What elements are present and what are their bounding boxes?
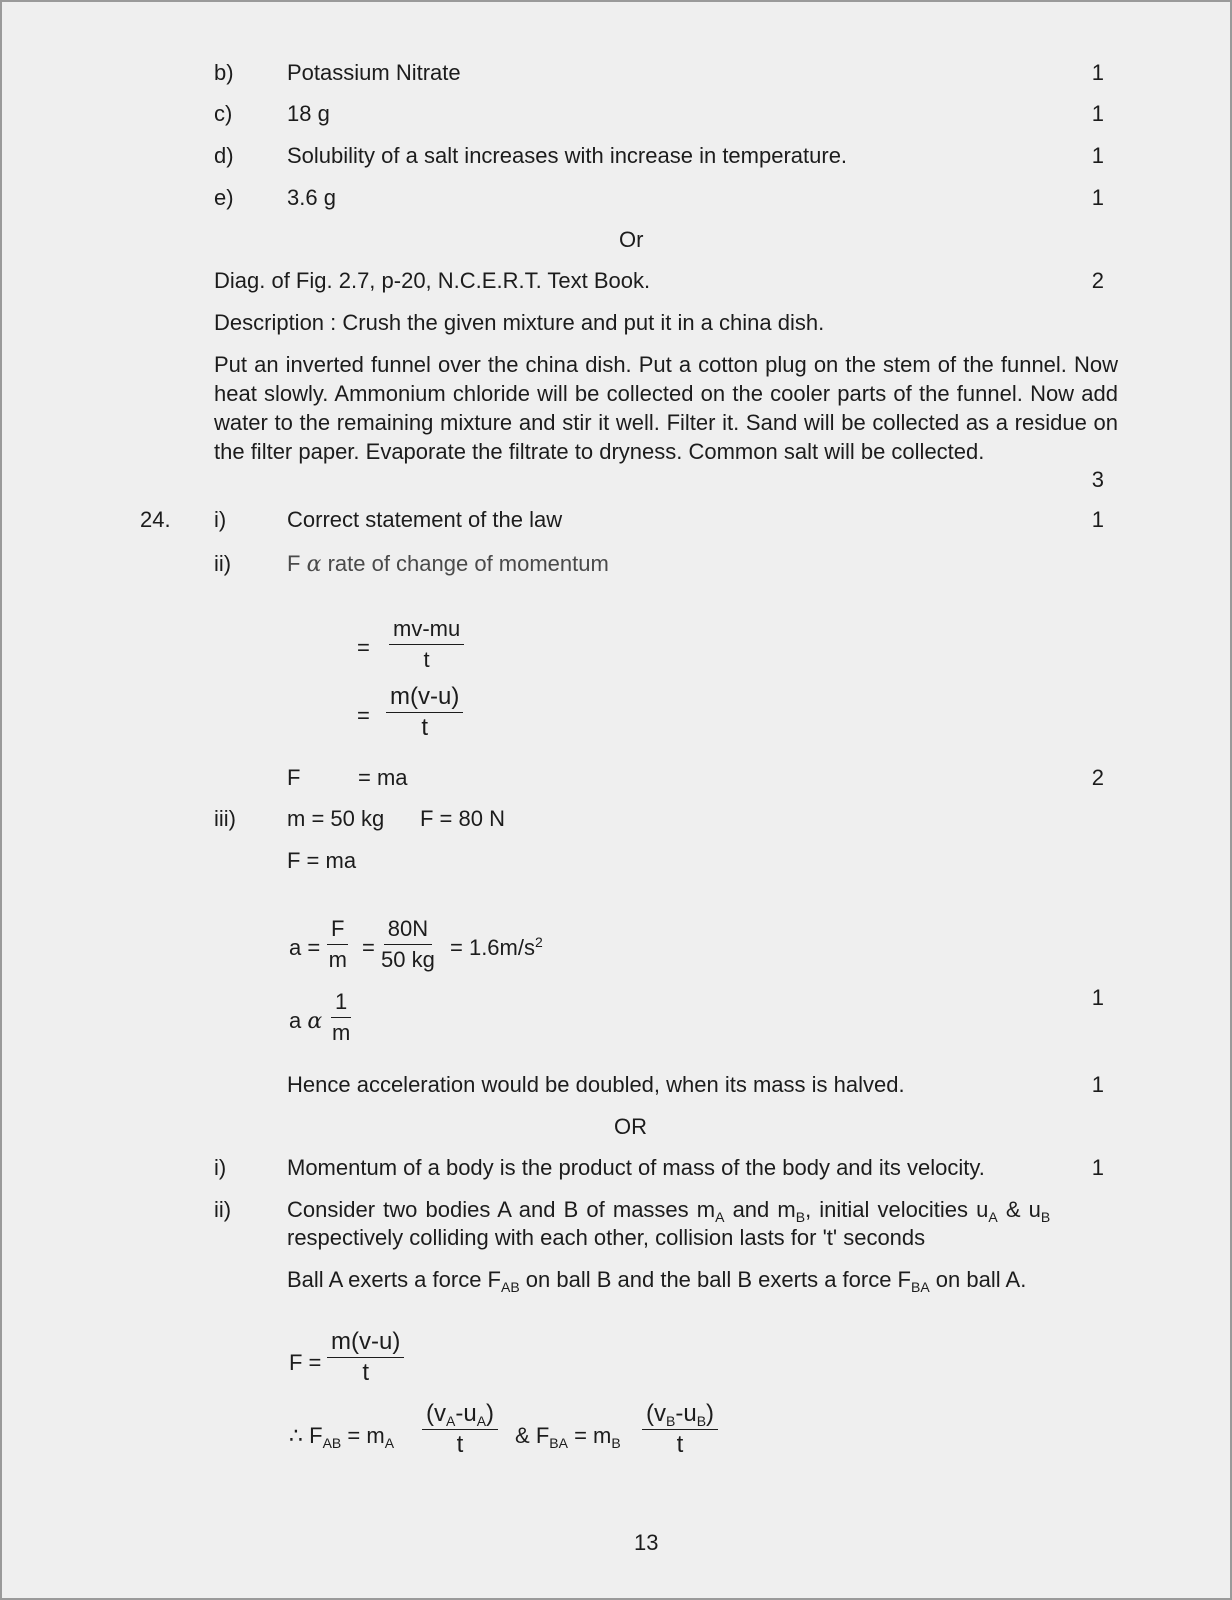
q24-ii-mark: 2 xyxy=(1091,765,1104,790)
fraction-denominator: t xyxy=(423,647,430,672)
text-segment: (v xyxy=(646,1400,666,1427)
subscript: BA xyxy=(911,1279,930,1295)
fraction-denominator: t xyxy=(676,1431,684,1458)
item-e-mark: 1 xyxy=(1091,185,1104,210)
text-segment: and m xyxy=(724,1197,796,1222)
subscript: B xyxy=(1040,1209,1051,1225)
text-segment: -u xyxy=(455,1400,477,1427)
fraction-numerator: m(v-u) xyxy=(386,682,463,713)
subscript: A xyxy=(384,1435,395,1451)
item-c-label: c) xyxy=(214,101,233,126)
fraction-numerator: mv-mu xyxy=(389,614,464,645)
item-e-text: 3.6 g xyxy=(287,185,336,210)
alt-ii-line-1 xyxy=(287,1196,1050,1223)
diagram-mark: 2 xyxy=(1091,268,1104,293)
description-line: Description : Crush the given mixture and put it in a china dish. xyxy=(214,310,825,335)
fraction-B xyxy=(642,1399,718,1460)
text-segment: -u xyxy=(675,1400,697,1427)
procedure-paragraph: Put an inverted funnel over the china dish. Put a cotton plug on the stem of the funnel. Now heat slowly. Ammonium chloride will be collected on the cooler parts of the funnel. Now add water to the remaining mixture and stir it well. Filter it. Sand will be collected as a residue on the filter paper. Evaporate the filtrate to dryness. Common salt will be collected. xyxy=(214,352,1118,464)
q24-ii-statement xyxy=(287,550,609,578)
subscript: B xyxy=(611,1435,621,1451)
acceleration-result xyxy=(450,934,543,961)
force-symbol: F xyxy=(535,1423,550,1448)
given-force: F = 80 N xyxy=(420,806,505,831)
q24-i-mark: 1 xyxy=(1091,507,1104,532)
acceleration-value: = 1.6m/s xyxy=(450,935,535,960)
text-segment: on ball A. xyxy=(929,1267,1027,1292)
equals-sign-1: = xyxy=(357,635,370,660)
fraction-denominator: t xyxy=(421,714,428,741)
text-segment: Ball A exerts a force F xyxy=(287,1267,501,1292)
item-d-mark: 1 xyxy=(1091,143,1104,168)
subscript: AB xyxy=(500,1279,520,1295)
subscript: B xyxy=(666,1413,676,1429)
alt-ii-line-2: respectively colliding with each other, collision lasts for 't' seconds xyxy=(287,1225,926,1250)
result-rhs: = ma xyxy=(358,765,408,790)
item-d-label: d) xyxy=(214,143,234,168)
q24-ii-label: ii) xyxy=(214,551,232,576)
subscript: A xyxy=(715,1209,725,1225)
question-number-24: 24. xyxy=(140,507,171,532)
page-number: 13 xyxy=(634,1530,659,1555)
acceleration-lhs: a = xyxy=(289,935,321,960)
fraction-F-over-m xyxy=(327,914,348,975)
item-b-mark: 1 xyxy=(1091,60,1104,85)
ampersand: & xyxy=(515,1423,530,1448)
item-b-label: b) xyxy=(214,60,234,85)
subscript: AB xyxy=(322,1435,342,1451)
procedure-mark: 3 xyxy=(1091,467,1104,492)
alt-ii-line-3 xyxy=(287,1266,1026,1293)
item-d-text: Solubility of a salt increases with increase in temperature. xyxy=(287,143,848,168)
fraction-denominator: m xyxy=(331,1020,351,1045)
subscript: B xyxy=(795,1209,806,1225)
item-e-label: e) xyxy=(214,185,234,210)
equals-m: = m xyxy=(574,1423,612,1448)
or-divider: Or xyxy=(619,227,644,252)
fraction-denominator: t xyxy=(362,1359,369,1386)
fraction-denominator: 50 kg xyxy=(381,947,435,972)
fraction-A xyxy=(422,1399,498,1460)
text-segment: ) xyxy=(486,1400,495,1427)
proportionality-mark: 1 xyxy=(1091,985,1104,1010)
therefore-symbol: ∴ xyxy=(289,1423,303,1448)
given-mass: m = 50 kg xyxy=(287,806,385,831)
or-divider-2: OR xyxy=(614,1114,647,1139)
fraction-numerator: 1 xyxy=(331,987,351,1018)
text-segment: & u xyxy=(997,1197,1041,1222)
fraction-numerator xyxy=(422,1399,498,1430)
subscript: A xyxy=(446,1413,456,1429)
item-c-text: 18 g xyxy=(287,101,330,126)
alt-i-text: Momentum of a body is the product of mass of the body and its velocity. xyxy=(287,1155,985,1180)
diagram-reference: Diag. of Fig. 2.7, p-20, N.C.E.R.T. Text Book. xyxy=(214,268,651,293)
item-b-text: Potassium Nitrate xyxy=(287,60,461,85)
and-line xyxy=(515,1422,621,1449)
fraction-mv-mu xyxy=(389,614,464,675)
subscript: A xyxy=(476,1413,487,1429)
result-lhs: F xyxy=(287,765,301,790)
fraction-force xyxy=(327,1327,404,1388)
fraction-denominator: m xyxy=(328,947,347,972)
fraction-one-over-m xyxy=(331,987,351,1048)
alt-i-label: i) xyxy=(214,1155,227,1180)
formula-line: F = ma xyxy=(287,848,357,873)
force-symbol: F xyxy=(309,1423,323,1448)
equals-sign-2: = xyxy=(357,703,370,728)
fraction-numerator: 80N xyxy=(384,914,432,945)
alt-ii-label: ii) xyxy=(214,1197,232,1222)
fraction-numerator: F xyxy=(327,914,348,945)
fraction-m-v-u xyxy=(386,682,463,743)
fraction-numerator xyxy=(642,1399,718,1430)
proportional-symbol: α xyxy=(306,552,322,577)
conclusion-text: Hence acceleration would be doubled, when its mass is halved. xyxy=(287,1072,905,1097)
exponent: 2 xyxy=(534,934,543,950)
item-c-mark: 1 xyxy=(1091,101,1104,126)
fraction-values xyxy=(381,914,435,975)
proportionality-lhs xyxy=(289,1007,322,1035)
acceleration-symbol: a xyxy=(289,1008,302,1033)
q24-iii-label: iii) xyxy=(214,806,236,831)
equals-m: = m xyxy=(347,1423,385,1448)
alt-i-mark: 1 xyxy=(1091,1155,1104,1180)
subscript: B xyxy=(696,1413,707,1429)
fraction-denominator: t xyxy=(456,1431,464,1458)
q24-i-text: Correct statement of the law xyxy=(287,507,563,532)
force-symbol: F xyxy=(287,551,301,576)
q24-i-label: i) xyxy=(214,507,227,532)
therefore-line xyxy=(289,1422,394,1449)
text-segment: on ball B and the ball B exerts a force F xyxy=(519,1267,911,1292)
proportional-symbol: α xyxy=(307,1009,323,1034)
subscript: BA xyxy=(549,1435,568,1451)
text-segment: ) xyxy=(706,1400,715,1427)
subscript: A xyxy=(988,1209,998,1225)
force-lhs: F = xyxy=(289,1350,322,1375)
fraction-numerator: m(v-u) xyxy=(327,1327,404,1358)
statement-rest: rate of change of momentum xyxy=(327,551,609,576)
text-segment: Consider two bodies A and B of masses m xyxy=(287,1197,716,1222)
conclusion-mark: 1 xyxy=(1091,1072,1104,1097)
text-segment: (v xyxy=(426,1400,446,1427)
text-segment: , initial velocities u xyxy=(805,1197,989,1222)
equals-sign-3: = xyxy=(362,935,375,960)
